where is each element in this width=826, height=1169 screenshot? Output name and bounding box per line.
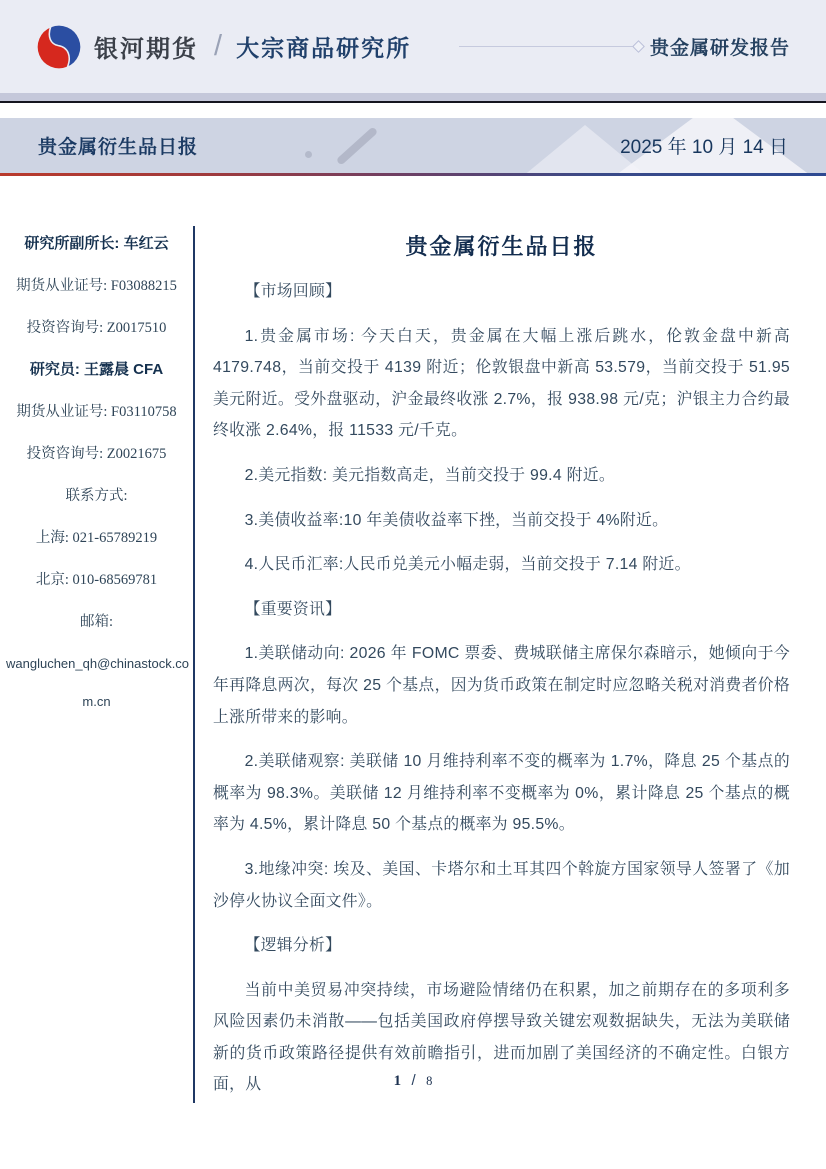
director-advisory-no: 投资咨询号: Z0017510 — [26, 320, 167, 336]
page-separator: / — [411, 1072, 416, 1089]
contact-shanghai: 上海: 021-65789219 — [35, 530, 158, 546]
para-precious-metals-market: 1.贵金属市场: 今天白天，贵金属在大幅上涨后跳水，伦敦金盘中新高 4179.748，当前交投于 4139 附近；伦敦银盘中新高 53.579，当前交投于 51.95 美元附近。受外盘驱动，沪金最终收涨 2.7%，报 938.98 元/克；沪银主力合约最终收涨 2.64%，报 11533 元/千克。 — [213, 327, 790, 440]
tag-rule-line — [459, 46, 637, 47]
director-license-no: 期货从业证号: F03088215 — [16, 278, 177, 294]
watermark-pencil — [336, 126, 379, 165]
section-heading-key-news: 【重要资讯】 — [244, 600, 342, 618]
page-number: 1 — [393, 1073, 402, 1089]
report-category-label: 贵金属研发报告 — [649, 38, 790, 59]
contact-heading: 联系方式: — [65, 488, 128, 504]
para-treasury-yield: 3.美债收益率:10 年美债收益率下挫，当前交投于 4%附近。 — [244, 511, 669, 529]
researcher-advisory-no: 投资咨询号: Z0021675 — [26, 446, 167, 462]
title-band — [0, 118, 826, 173]
document-date: 2025 年 10 月 14 日 — [620, 137, 788, 158]
researcher-license-no: 期货从业证号: F03110758 — [16, 404, 177, 420]
watermark-dot — [305, 151, 312, 158]
para-fed-watch: 2.美联储观察: 美联储 10 月维持利率不变的概率为 1.7%，降息 25 个基点的概率为 98.3%。美联储 12 月维持利率不变概率为 0%，累计降息 25 个基点的概率为 4.5%，累计降息 50 个基点的概率为 95.5%。 — [213, 753, 790, 834]
analyst-director: 研究所副所长: 车红云 — [24, 235, 169, 252]
para-dollar-index: 2.美元指数: 美元指数高走，当前交投于 99.4 附近。 — [244, 466, 615, 484]
para-rmb-rate: 4.人民币汇率:人民币兑美元小幅走弱，当前交投于 7.14 附近。 — [244, 556, 691, 574]
brand-name: 银河期货 — [94, 36, 198, 63]
sidebar-divider-rule — [193, 226, 195, 1103]
para-fed-direction: 1.美联储动向: 2026 年 FOMC 票委、费城联储主席保尔森暗示，她倾向于今年再降息两次，每次 25 个基点，因为货币政策在制定时应忽略关税对消费者价格上涨所带来的影响。 — [213, 645, 790, 726]
analyst-sidebar — [0, 176, 193, 1074]
diamond-icon — [632, 40, 645, 53]
page-total: 8 — [426, 1074, 433, 1088]
para-geopolitics: 3.地缘冲突: 埃及、美国、卡塔尔和土耳其四个斡旋方国家领导人签署了《加沙停火协议全面文件》。 — [213, 860, 790, 910]
page-footer — [0, 1072, 826, 1090]
division-name: 大宗商品研究所 — [236, 35, 412, 61]
report-tag — [459, 33, 790, 60]
page-title: 贵金属衍生品日报 — [405, 234, 598, 259]
email-address-line2: m.cn — [82, 694, 111, 709]
email-heading: 邮箱: — [79, 614, 114, 630]
brand-divider: / — [214, 30, 223, 62]
document-title: 贵金属衍生品日报 — [38, 137, 199, 158]
section-heading-market-review: 【市场回顾】 — [244, 283, 342, 300]
analyst-researcher: 研究员: 王露晨 CFA — [29, 361, 164, 378]
report-body — [193, 176, 826, 1094]
report-header — [0, 0, 826, 93]
section-heading-logic: 【逻辑分析】 — [244, 937, 342, 955]
contact-beijing: 北京: 010-68569781 — [35, 572, 158, 588]
white-gap — [0, 103, 826, 118]
email-address-line1: wangluchen_qh@chinastock.co — [6, 656, 190, 671]
lavender-strip — [0, 93, 826, 101]
galaxy-futures-logo-icon — [36, 24, 82, 70]
content-area — [0, 176, 826, 1094]
para-logic-analysis: 当前中美贸易冲突持续，市场避险情绪仍在积累，加之前期存在的多项利多风险因素仍未消散——包括美国政府停摆导致关键宏观数据缺失，无法为美联储新的货币政策路径提供有效前瞻指引，进而加剧了美国经济的不确定性。白银方面，从 — [213, 981, 790, 1094]
